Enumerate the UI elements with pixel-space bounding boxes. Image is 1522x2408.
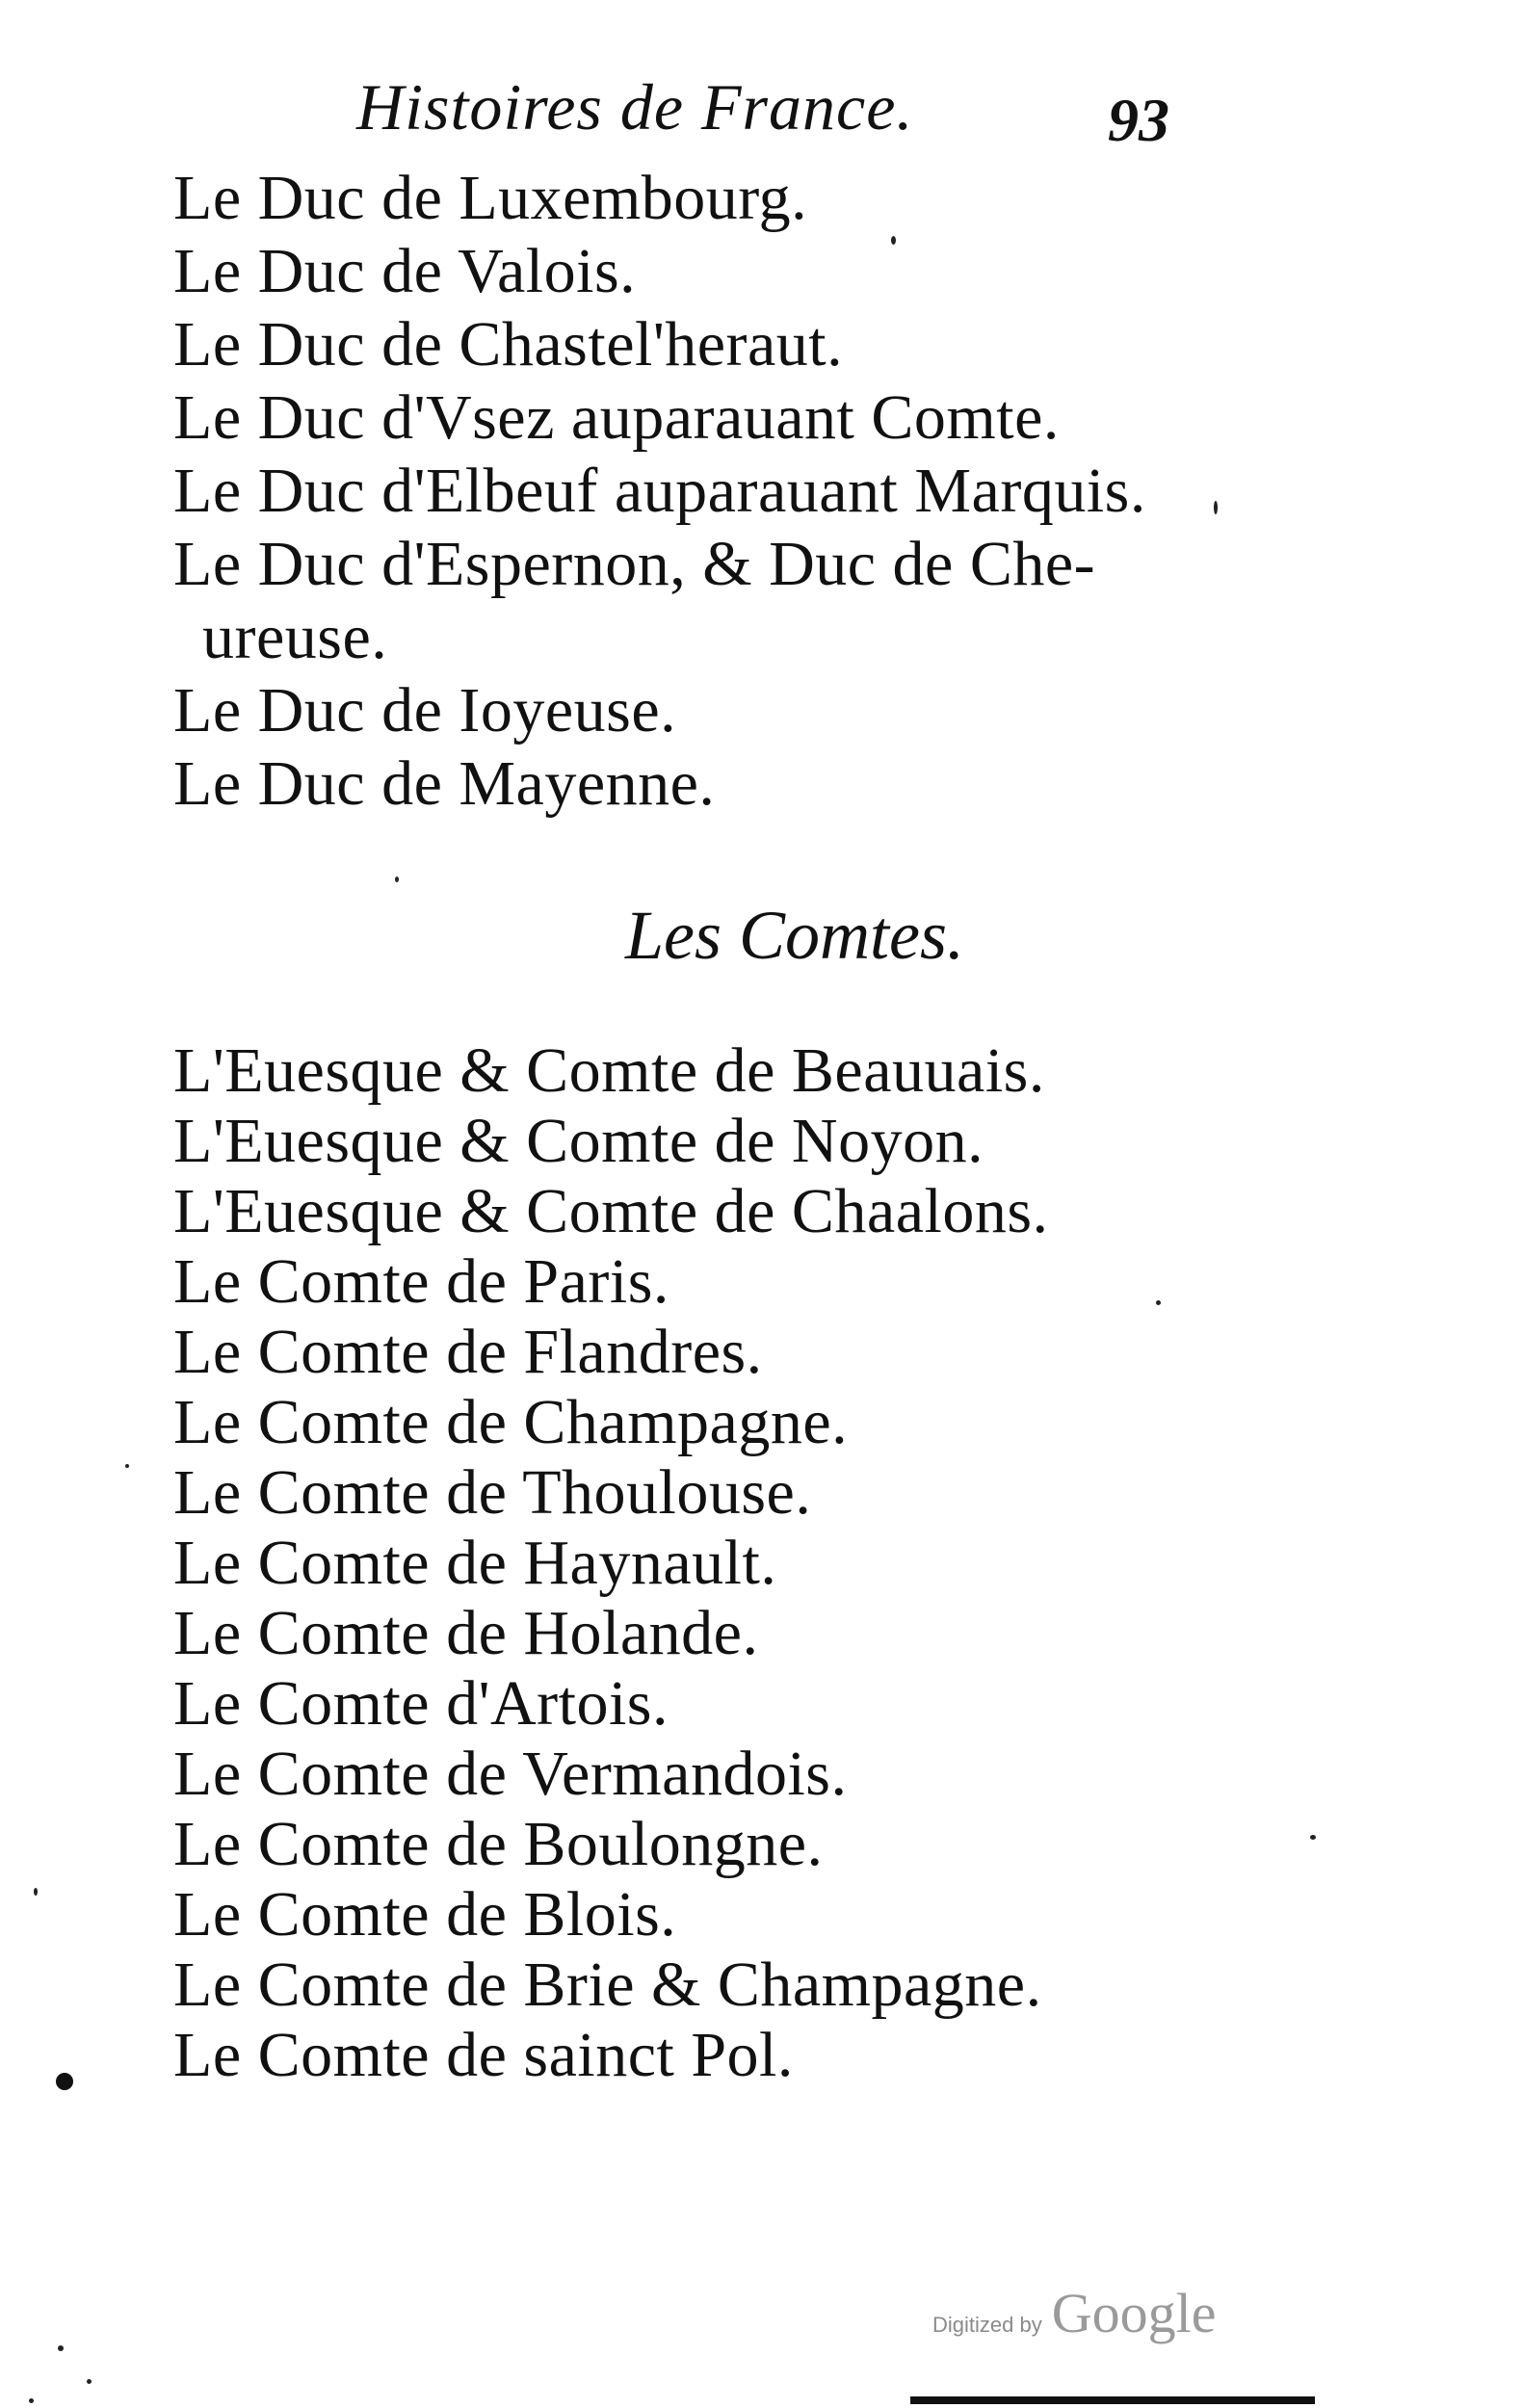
google-logo: Google bbox=[1051, 2282, 1217, 2344]
list-item: Le Comte de Paris. bbox=[173, 1246, 669, 1317]
scan-speck bbox=[58, 2345, 64, 2351]
list-item: Le Duc de Mayenne. bbox=[173, 748, 716, 819]
ink-dot-mark bbox=[56, 2073, 73, 2090]
scan-speck bbox=[1214, 501, 1218, 514]
list-item: Le Comte de Boulongne. bbox=[173, 1809, 824, 1879]
page-number: 93 bbox=[1108, 86, 1169, 154]
scan-speck bbox=[125, 1464, 129, 1468]
list-item: Le Duc d'Espernon, & Duc de Che- bbox=[173, 529, 1096, 599]
list-item: Le Comte de sainct Pol. bbox=[173, 2020, 794, 2090]
scan-speck bbox=[34, 1888, 38, 1896]
digitized-by-watermark bbox=[932, 2281, 1216, 2345]
ducs-list bbox=[173, 162, 1146, 821]
scan-speck bbox=[1310, 1835, 1316, 1840]
list-item: Le Duc de Ioyeuse. bbox=[173, 675, 677, 746]
list-item: Le Duc d'Elbeuf auparauant Marquis. bbox=[173, 456, 1146, 526]
list-item-continuation: ureuse. bbox=[202, 602, 388, 672]
list-item: Le Comte d'Artois. bbox=[173, 1668, 669, 1739]
list-item: Le Duc d'Vsez auparauant Comte. bbox=[173, 382, 1060, 453]
list-item: Le Comte de Brie & Champagne. bbox=[173, 1950, 1042, 2020]
scan-speck bbox=[891, 236, 896, 245]
scan-speck bbox=[87, 2379, 92, 2384]
list-item: L'Euesque & Comte de Beauuais. bbox=[173, 1035, 1045, 1106]
list-item: Le Comte de Holande. bbox=[173, 1598, 759, 1668]
list-item: Le Duc de Luxembourg. bbox=[173, 163, 808, 233]
list-item: Le Comte de Vermandois. bbox=[173, 1739, 848, 1809]
list-item: Le Comte de Haynault. bbox=[173, 1528, 777, 1598]
list-item: Le Comte de Champagne. bbox=[173, 1387, 849, 1457]
list-item: L'Euesque & Comte de Chaalons. bbox=[173, 1176, 1049, 1246]
section-heading-comtes: Les Comtes. bbox=[624, 897, 965, 974]
list-item: Le Duc de Chastel'heraut. bbox=[173, 309, 844, 380]
scan-speck bbox=[1156, 1300, 1161, 1305]
watermark-prefix: Digitized by bbox=[932, 2313, 1042, 2337]
comtes-list bbox=[173, 1035, 1049, 2090]
scan-speck bbox=[395, 877, 399, 882]
list-item: Le Duc de Valois. bbox=[173, 236, 637, 306]
scan-speck bbox=[29, 2398, 34, 2403]
running-title: Histoires de France. bbox=[356, 70, 914, 144]
list-item: Le Comte de Thoulouse. bbox=[173, 1457, 812, 1528]
list-item: Le Comte de Blois. bbox=[173, 1879, 677, 1950]
list-item: Le Comte de Flandres. bbox=[173, 1317, 763, 1387]
bottom-rule bbox=[910, 2396, 1315, 2404]
list-item: L'Euesque & Comte de Noyon. bbox=[173, 1106, 984, 1176]
